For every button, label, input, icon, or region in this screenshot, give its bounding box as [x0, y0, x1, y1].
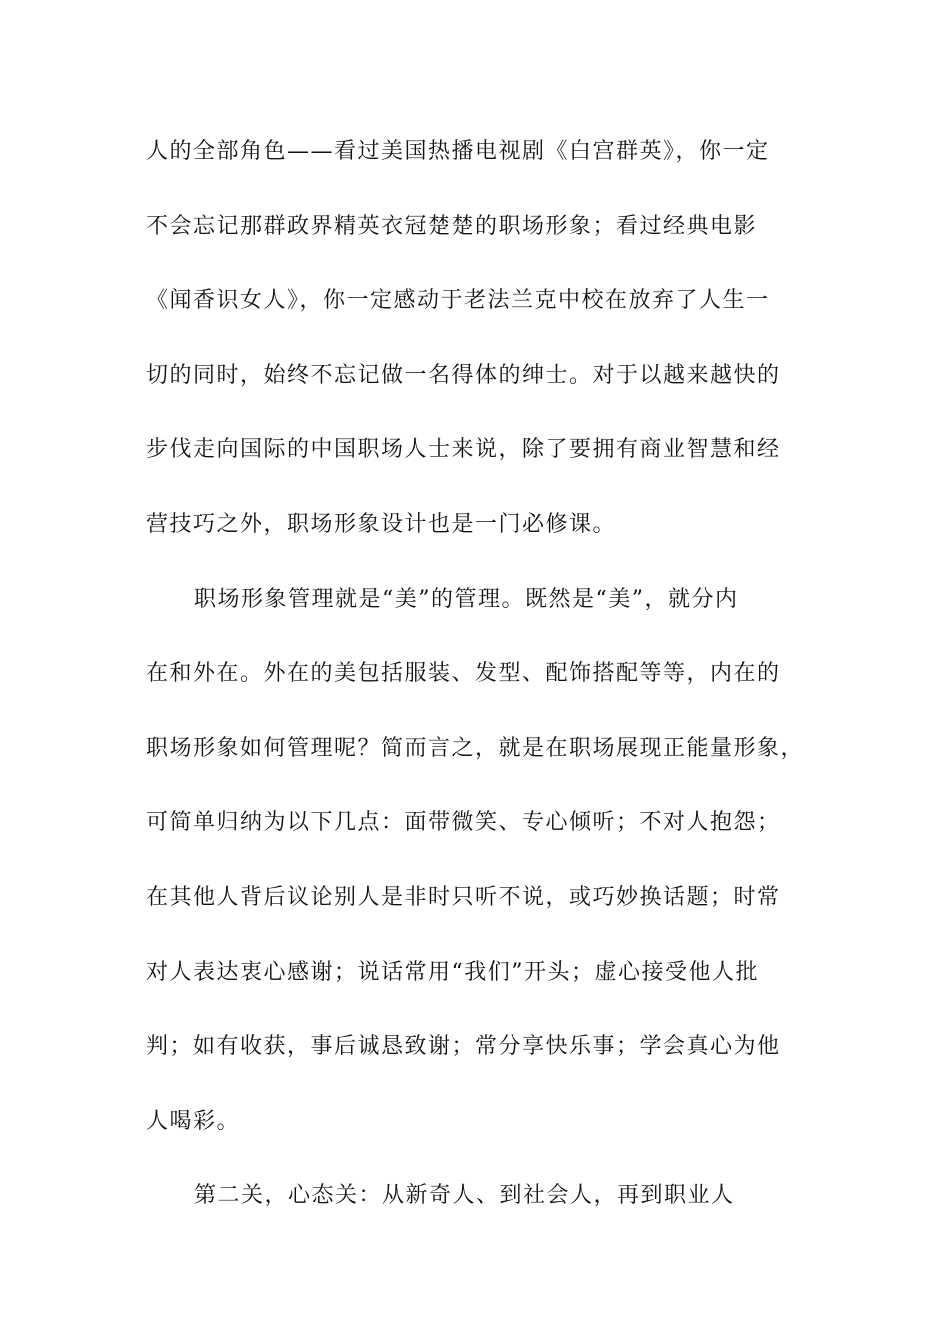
text-line: 判；如有收获，事后诚恳致谢；常分享快乐事；学会真心为他 — [146, 1034, 781, 1060]
section-heading: 第二关，心态关：从新奇人、到社会人，再到职业人 — [194, 1183, 735, 1209]
text-line: 人的全部角色——看过美国热播电视剧《白宫群英》，你一定 — [146, 139, 770, 164]
text-line: 在其他人背后议论别人是非时只听不说，或巧妙换话题；时常 — [146, 884, 781, 910]
body-text — [146, 130, 806, 1249]
text-line: 营技巧之外，职场形象设计也是一门必修课。 — [146, 511, 617, 537]
text-line: 人喝彩。 — [146, 1108, 241, 1134]
text-line: 职场形象如何管理呢？简而言之，就是在职场展现正能量形象， — [146, 735, 805, 761]
text-line: 可简单归纳为以下几点：面带微笑、专心倾听；不对人抱怨； — [146, 810, 781, 836]
text-line: 职场形象管理就是“美”的管理。既然是“美”，就分内 — [194, 586, 739, 612]
text-line: 对人表达衷心感谢；说话常用“我们”开头；虚心接受他人批 — [146, 959, 759, 985]
text-line: 切的同时，始终不忘记做一名得体的绅士。对于以越来越快的 — [146, 362, 781, 388]
text-line: 步伐走向国际的中国职场人士来说，除了要拥有商业智慧和经 — [146, 437, 781, 463]
text-line: 不会忘记那群政界精英衣冠楚楚的职场形象；看过经典电影 — [146, 213, 758, 239]
text-line: 《闻香识女人》，你一定感动于老法兰克中校在放弃了人生一 — [146, 288, 770, 314]
text-line: 在和外在。外在的美包括服装、发型、配饰搭配等等，内在的 — [146, 661, 781, 687]
